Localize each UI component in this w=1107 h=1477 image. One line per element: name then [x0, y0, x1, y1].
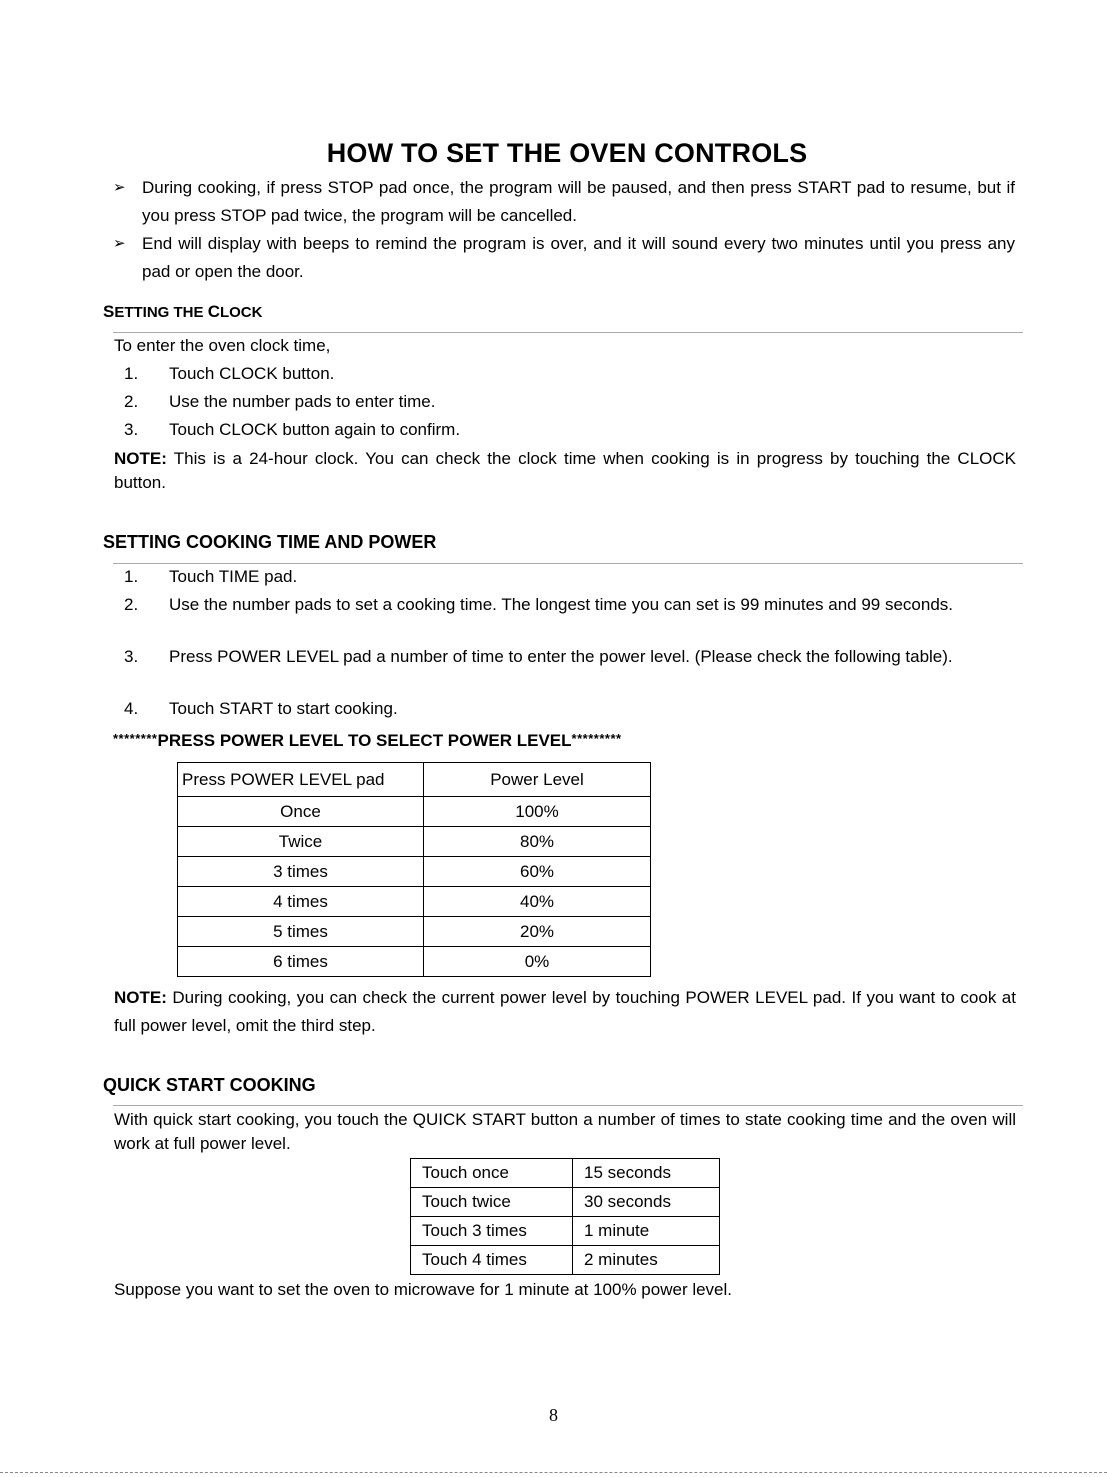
quick-start-table — [410, 1158, 720, 1275]
table-cell: 100% — [424, 797, 651, 827]
page-title: HOW TO SET THE OVEN CONTROLS — [326, 138, 808, 168]
table-row — [178, 947, 651, 977]
table-cell: Twice — [178, 827, 424, 857]
table-cell: 5 times — [178, 917, 424, 947]
table-cell: Touch 3 times — [411, 1217, 573, 1246]
page-number: 8 — [549, 1405, 558, 1425]
table-cell: Touch once — [411, 1159, 573, 1188]
note-label: NOTE: — [114, 449, 167, 468]
cooking-step: 1. Touch TIME pad. — [124, 567, 298, 586]
power-level-table — [177, 762, 651, 977]
table-row — [411, 1159, 720, 1188]
quick-outro: Suppose you want to set the oven to microwave for 1 minute at 100% power level. — [114, 1280, 733, 1299]
cooking-step: 4. Touch START to start cooking. — [124, 699, 398, 718]
bullet-text: During cooking, if press STOP pad once, the program will be paused, and then press START pad to resume, but if you press STOP pad twice, the program will be cancelled. — [142, 178, 1015, 225]
table-row — [178, 827, 651, 857]
table-cell: Touch 4 times — [411, 1246, 573, 1275]
arrow-bullet-icon: ➢ — [113, 179, 126, 196]
quick-intro: With quick start cooking, you touch the QUICK START button a number of times to state cooking time and the oven will work at full power level. — [114, 1110, 1016, 1153]
table-cell: 2 minutes — [573, 1246, 720, 1275]
table-row — [178, 797, 651, 827]
note-text: During cooking, you can check the current power level by touching POWER LEVEL pad. If you want to cook at full power level, omit the third step. — [114, 988, 1016, 1035]
table-row — [411, 1246, 720, 1275]
table-row — [178, 917, 651, 947]
table-row — [178, 857, 651, 887]
table-cell: 40% — [424, 887, 651, 917]
table-cell: 80% — [424, 827, 651, 857]
section-divider — [113, 332, 1023, 333]
clock-step: 3. Touch CLOCK button again to confirm. — [124, 420, 461, 439]
bullet-item — [113, 174, 1015, 230]
cooking-step: 2. Use the number pads to set a cooking time. The longest time you can set is 99 minutes and 99 seconds. — [124, 595, 954, 614]
cooking-step: 3. Press POWER LEVEL pad a number of time to enter the power level. (Please check the following table). — [124, 647, 953, 666]
section-divider — [113, 1105, 1023, 1106]
table-header-row — [178, 763, 651, 797]
table-cell: 6 times — [178, 947, 424, 977]
table-cell: Once — [178, 797, 424, 827]
table-cell: 4 times — [178, 887, 424, 917]
clock-step: 1. Touch CLOCK button. — [124, 364, 335, 383]
section-heading-quick-start: QUICK START COOKING — [103, 1075, 316, 1095]
column-header: Power Level — [424, 763, 651, 797]
section-heading-clock: SETTING THE CLOCK — [103, 302, 263, 321]
clock-intro: To enter the oven clock time, — [114, 336, 331, 355]
table-cell: 0% — [424, 947, 651, 977]
power-level-banner: ********PRESS POWER LEVEL TO SELECT POWER LEVEL********* — [113, 731, 622, 750]
bullet-text: End will display with beeps to remind the program is over, and it will sound every two minutes until you press any pad or open the door. — [142, 234, 1015, 281]
table-cell: 3 times — [178, 857, 424, 887]
table-cell: Touch twice — [411, 1188, 573, 1217]
note-text: This is a 24-hour clock. You can check the clock time when cooking is in progress by touching the CLOCK button. — [114, 449, 1016, 492]
arrow-bullet-icon: ➢ — [113, 235, 126, 252]
section-heading-cooking: SETTING COOKING TIME AND POWER — [103, 532, 437, 552]
table-cell: 60% — [424, 857, 651, 887]
bullet-item — [113, 230, 1015, 286]
table-cell: 15 seconds — [573, 1159, 720, 1188]
clock-step: 2. Use the number pads to enter time. — [124, 392, 436, 411]
bottom-divider — [0, 1472, 1107, 1473]
section-divider — [113, 563, 1023, 564]
table-cell: 30 seconds — [573, 1188, 720, 1217]
intro-bullets — [113, 174, 1015, 286]
clock-note — [114, 447, 1016, 495]
table-cell: 20% — [424, 917, 651, 947]
column-header: Press POWER LEVEL pad — [178, 763, 424, 797]
table-row — [411, 1217, 720, 1246]
table-row — [411, 1188, 720, 1217]
note-label: NOTE: — [114, 988, 167, 1007]
power-note — [114, 984, 1016, 1040]
table-row — [178, 887, 651, 917]
table-cell: 1 minute — [573, 1217, 720, 1246]
